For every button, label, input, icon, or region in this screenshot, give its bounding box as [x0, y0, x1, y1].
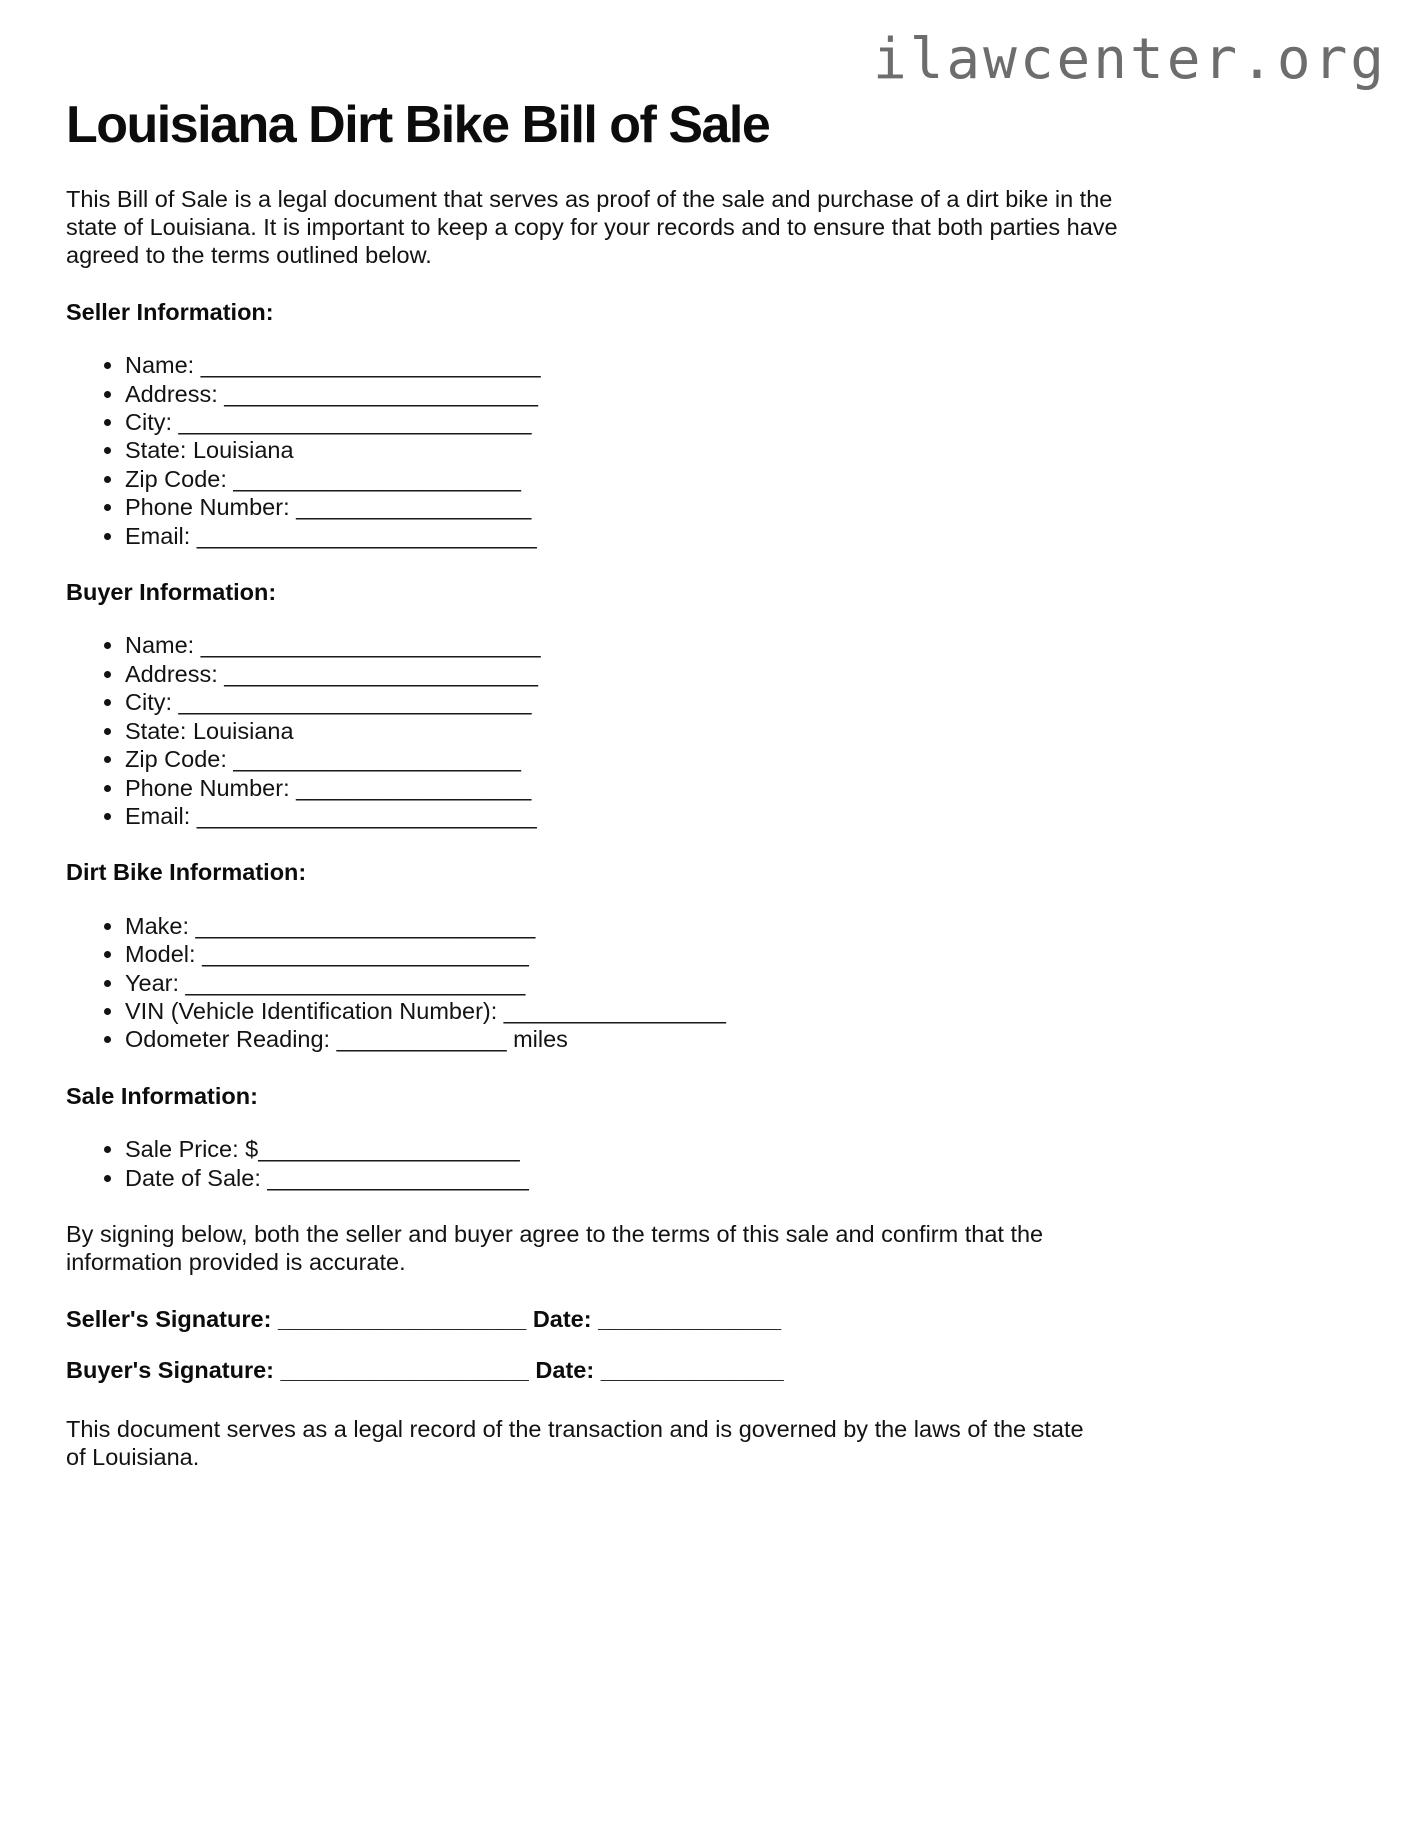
field-suffix: miles	[513, 1026, 568, 1053]
blank-line: ____________________	[258, 1136, 520, 1163]
field-row-buyer-zip	[125, 745, 1345, 773]
field-row-vin	[125, 997, 1345, 1025]
field-label: VIN (Vehicle Identification Number):	[125, 997, 498, 1024]
blank-line: __________________	[296, 494, 532, 521]
field-label: Model:	[125, 941, 196, 968]
currency-prefix: $	[245, 1136, 259, 1163]
field-label: City:	[125, 409, 172, 436]
field-value: Louisiana	[192, 437, 294, 464]
field-row-sale-price	[125, 1135, 1345, 1163]
blank-line: ________________________	[224, 660, 538, 687]
blank-line: ___________________________	[178, 689, 532, 716]
field-label: Year:	[125, 969, 180, 996]
field-row-year	[125, 969, 1345, 997]
seller-field-list	[66, 351, 1345, 550]
field-row-seller-city	[125, 408, 1345, 436]
field-label: Zip Code:	[125, 465, 227, 492]
field-label: Zip Code:	[125, 746, 227, 773]
field-row-odometer	[125, 1025, 1345, 1053]
blank-line: __________________________	[200, 352, 541, 379]
field-row-seller-phone	[125, 493, 1345, 521]
field-label: Date of Sale:	[125, 1164, 261, 1191]
field-value: Louisiana	[192, 717, 294, 744]
section-heading-seller: Seller Information:	[66, 298, 274, 325]
blank-line: ____________________	[267, 1164, 529, 1191]
seller-signature-row	[66, 1305, 1345, 1333]
seller-date-label: Date:	[532, 1305, 592, 1332]
buyer-signature-label: Buyer's Signature:	[66, 1357, 275, 1384]
page-title: Louisiana Dirt Bike Bill of Sale	[66, 96, 770, 154]
blank-line: __________________________	[196, 802, 537, 829]
field-row-buyer-address	[125, 660, 1345, 688]
field-label: State:	[125, 717, 187, 744]
field-row-buyer-email	[125, 802, 1345, 830]
field-label: Name:	[125, 632, 195, 659]
site-logo: ilawcenter.org	[872, 27, 1387, 92]
seller-signature-label: Seller's Signature:	[66, 1305, 272, 1332]
blank-line: __________________________	[195, 912, 536, 939]
field-row-buyer-name	[125, 631, 1345, 659]
blank-line: __________________________	[200, 632, 541, 659]
field-row-buyer-state	[125, 717, 1345, 745]
intro-paragraph: This Bill of Sale is a legal document that serves as proof of the sale and purchase of a dirt bike in the state of Louisiana. It is important to keep a copy for your records and to ensure that both parties have agreed to the terms outlined below.	[66, 185, 1118, 269]
field-label: Email:	[125, 802, 191, 829]
field-row-seller-address	[125, 380, 1345, 408]
buyer-date-label: Date:	[535, 1357, 595, 1384]
buyer-date-line: ______________	[600, 1357, 784, 1384]
dirt-bike-field-list	[66, 912, 1345, 1054]
field-label: Address:	[125, 660, 218, 687]
field-row-date-of-sale	[125, 1164, 1345, 1192]
field-label: Phone Number:	[125, 774, 290, 801]
field-row-seller-email	[125, 522, 1345, 550]
field-row-seller-name	[125, 351, 1345, 379]
field-label: City:	[125, 689, 172, 716]
seller-date-line: ______________	[598, 1305, 782, 1332]
blank-line: _________________________	[202, 941, 529, 968]
section-heading-buyer: Buyer Information:	[66, 579, 277, 606]
field-label: Email:	[125, 522, 191, 549]
blank-line: ______________________	[233, 746, 521, 773]
blank-line: _________________	[503, 997, 726, 1024]
field-label: Address:	[125, 380, 218, 407]
blank-line: ___________________________	[178, 409, 532, 436]
section-heading-sale: Sale Information:	[66, 1082, 258, 1109]
field-row-seller-zip	[125, 465, 1345, 493]
field-label: Name:	[125, 352, 195, 379]
field-label: Phone Number:	[125, 494, 290, 521]
field-label: State:	[125, 437, 187, 464]
blank-line: __________________	[296, 774, 532, 801]
section-heading-dirt-bike: Dirt Bike Information:	[66, 859, 307, 886]
field-row-make	[125, 912, 1345, 940]
footer-paragraph: This document serves as a legal record of the transaction and is governed by the laws of the state of Louisiana.	[66, 1415, 1084, 1470]
blank-line: ______________________	[233, 465, 521, 492]
blank-line: __________________________	[185, 969, 526, 996]
sale-field-list	[66, 1135, 1345, 1192]
blank-line: _____________	[336, 1026, 507, 1053]
agreement-paragraph: By signing below, both the seller and buyer agree to the terms of this sale and confirm that the information provided is accurate.	[66, 1220, 1044, 1276]
seller-signature-line: ___________________	[277, 1305, 527, 1332]
blank-line: __________________________	[196, 522, 537, 549]
blank-line: ________________________	[224, 380, 538, 407]
buyer-field-list	[66, 631, 1345, 830]
buyer-signature-line: ___________________	[280, 1357, 529, 1384]
field-row-buyer-city	[125, 688, 1345, 716]
field-row-model	[125, 940, 1345, 968]
field-row-seller-state	[125, 436, 1345, 464]
field-label: Odometer Reading:	[125, 1026, 331, 1053]
field-label: Make:	[125, 912, 189, 939]
field-label: Sale Price:	[125, 1136, 239, 1163]
buyer-signature-row	[66, 1356, 1345, 1384]
field-row-buyer-phone	[125, 774, 1345, 802]
